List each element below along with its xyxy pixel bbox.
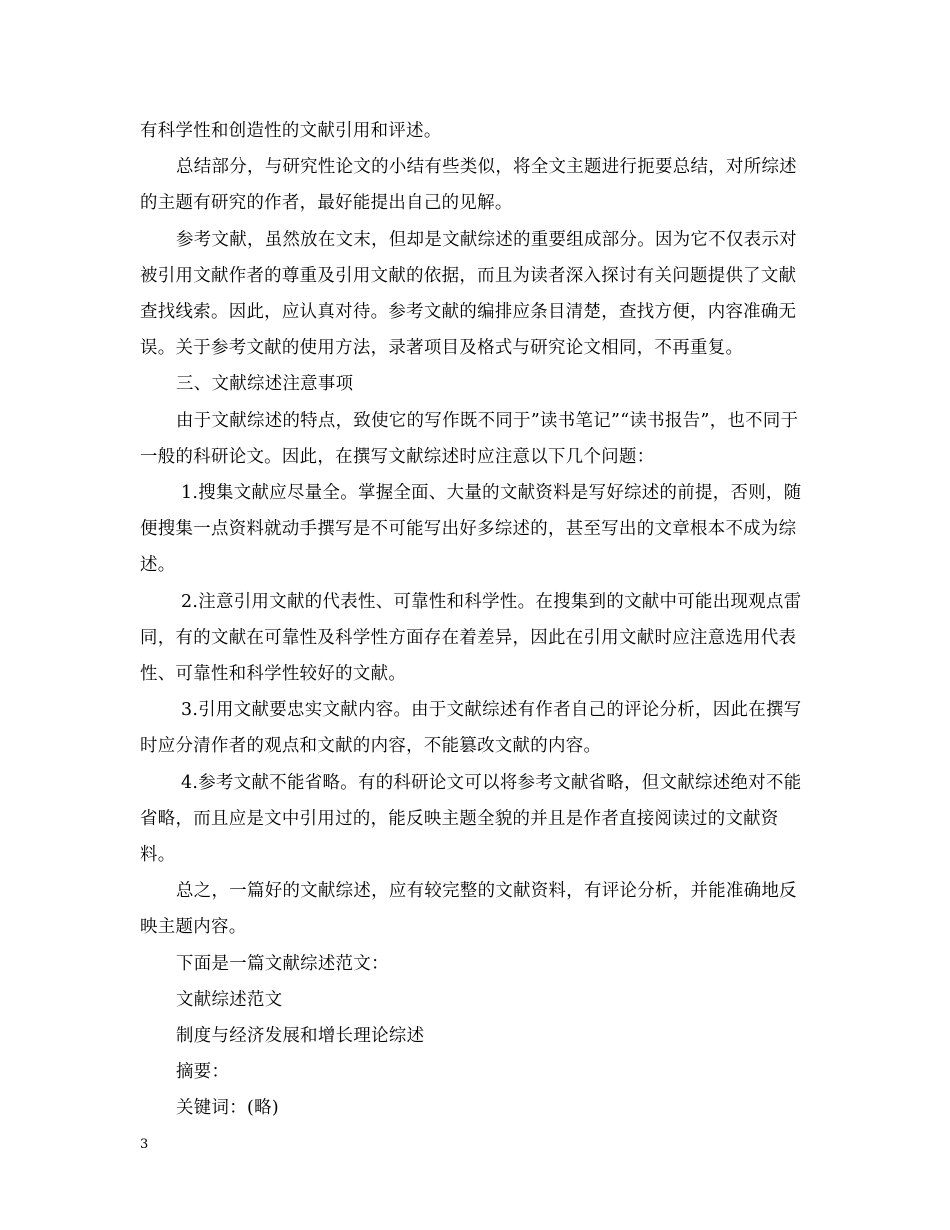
- section-heading-notes: 三、文献综述注意事项: [176, 374, 354, 395]
- document-body: [140, 113, 812, 1127]
- example-subtitle: 制度与经济发展和增长理论综述: [176, 1026, 425, 1047]
- abstract-label: 摘要：: [176, 1062, 230, 1083]
- keywords-label: 关键词：(略): [176, 1098, 279, 1119]
- numbered-item-3: 3.引用文献要忠实文献内容。由于文献综述有作者自己的评论分析，因此在撰写时应分清作者的观点和文献的内容，不能篡改文献的内容。: [140, 700, 802, 757]
- paragraph-notes-intro: 由于文献综述的特点，致使它的写作既不同于”读书笔记”“读书报告”，也不同于一般的科研论文。因此，在撰写文献综述时应注意以下几个问题：: [140, 410, 799, 467]
- paragraph-summary-section: 总结部分，与研究性论文的小结有些类似，将全文主题进行扼要总结，对所综述的主题有研究的作者，最好能提出自己的见解。: [140, 157, 797, 214]
- numbered-item-1: 1.搜集文献应尽量全。掌握全面、大量的文献资料是写好综述的前提，否则，随便搜集一点资料就动手撰写是不可能写出好多综述的，甚至写出的文章根本不成为综述。: [140, 483, 802, 576]
- paragraph-conclusion: 总之，一篇好的文献综述，应有较完整的文献资料，有评论分析，并能准确地反映主题内容。: [140, 881, 797, 938]
- paragraph-references-section: 参考文献，虽然放在文末，但却是文献综述的重要组成部分。因为它不仅表示对被引用文献作者的尊重及引用文献的依据，而且为读者深入探讨有关问题提供了文献查找线索。因此，应认真对待。参考文献的编排应条目清楚，查找方便，内容准确无误。关于参考文献的使用方法，录著项目及格式与研究论文相同，不再重复。: [140, 229, 797, 359]
- numbered-item-4: 4.参考文献不能省略。有的科研论文可以将参考文献省略，但文献综述绝对不能省略，而且应是文中引用过的，能反映主题全貌的并且是作者直接阅读过的文献资料。: [140, 772, 802, 866]
- paragraph-continuation: 有科学性和创造性的文献引用和评述。: [140, 121, 442, 141]
- page-number: 3: [140, 1137, 149, 1152]
- example-title: 文献综述范文: [176, 989, 283, 1010]
- numbered-item-2: 2.注意引用文献的代表性、可靠性和科学性。在搜集到的文献中可能出现观点雷同，有的文献在可靠性及科学性方面存在着差异，因此在引用文献时应注意选用代表性、可靠性和科学性较好的文献。: [140, 591, 802, 685]
- paragraph-example-intro: 下面是一篇文献综述范文：: [176, 953, 389, 974]
